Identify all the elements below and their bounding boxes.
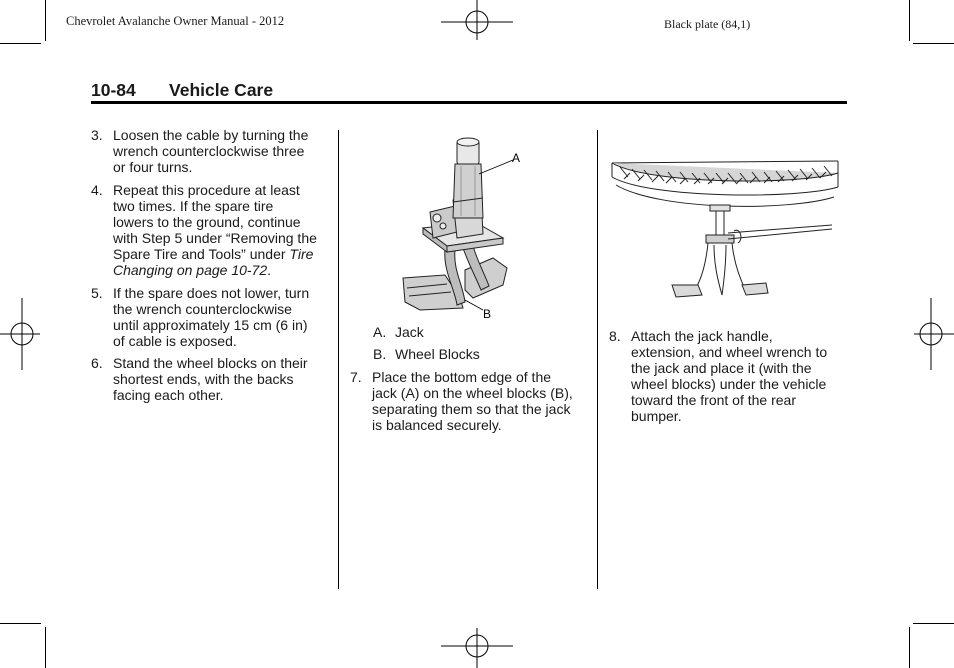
section-title: Vehicle Care [169, 80, 274, 100]
legend-text: Jack [395, 324, 424, 340]
callout-b: B [483, 307, 492, 321]
page-number: 10-84 [91, 80, 136, 100]
column-divider [597, 130, 598, 589]
step-line: jack (A) on the wheel blocks (B), [372, 385, 573, 401]
step-number: 4. [91, 182, 103, 198]
title-rule [91, 101, 847, 104]
step-line: is balanced securely. [372, 417, 502, 433]
crop-mark [45, 627, 46, 668]
step-text: Spare Tire and Tools” under [113, 246, 290, 262]
crop-mark [0, 623, 41, 624]
cross-reference-link[interactable]: Changing on page 10-72 [113, 262, 268, 278]
step-line: extension, and wheel wrench to [631, 344, 828, 360]
step-line [113, 246, 317, 262]
jack-illustration [385, 130, 545, 320]
step-line: two times. If the spare tire [113, 198, 274, 214]
crop-mark [45, 0, 46, 41]
plate-label: Black plate (84,1) [664, 17, 751, 31]
crop-mark [909, 627, 910, 668]
step-line: lowers to the ground, continue [113, 214, 301, 230]
step-line: with Step 5 under “Removing the [113, 230, 317, 246]
step-number: 3. [91, 127, 103, 143]
step-number: 6. [91, 355, 103, 371]
step-line: of cable is exposed. [113, 333, 237, 349]
step-line: the wrench counterclockwise [113, 301, 292, 317]
step-line: toward the front of the rear [631, 392, 796, 408]
legend-letter: A. [373, 324, 387, 340]
step-line: separating them so that the jack [372, 401, 571, 417]
step-line: shortest ends, with the backs [113, 371, 294, 387]
column-divider [338, 130, 339, 589]
crop-mark [913, 43, 954, 44]
legend-letter: B. [373, 346, 387, 362]
step-line: If the spare does not lower, turn [113, 285, 310, 301]
step-number: 7. [350, 369, 362, 385]
step-line: Stand the wheel blocks on their [113, 355, 308, 371]
callout-a: A [512, 151, 521, 165]
step-line: wheel blocks) under the vehicle [631, 376, 827, 392]
tire-jack-illustration [610, 155, 840, 305]
step-line: wrench counterclockwise three [113, 143, 305, 159]
step-line: Repeat this procedure at least [113, 182, 300, 198]
step-line [113, 262, 317, 278]
step-number: 5. [91, 285, 103, 301]
crop-mark [909, 0, 910, 41]
step-line: Attach the jack handle, [631, 328, 773, 344]
crop-mark [0, 43, 41, 44]
step-line: facing each other. [113, 387, 224, 403]
step-text: . [267, 262, 272, 278]
step-line: Place the bottom edge of the [372, 369, 552, 385]
cross-reference-link[interactable]: Tire [289, 246, 314, 262]
legend-text: Wheel Blocks [395, 346, 480, 362]
step-line: the jack and place it (with the [631, 360, 812, 376]
step-line: bumper. [631, 408, 682, 424]
step-line: or four turns. [113, 159, 193, 175]
manual-title: Chevrolet Avalanche Owner Manual - 2012 [66, 14, 285, 28]
step-number: 8. [609, 328, 621, 344]
step-line: until approximately 15 cm (6 in) [113, 317, 308, 333]
crop-mark [913, 623, 954, 624]
step-line: Loosen the cable by turning the [113, 127, 309, 143]
